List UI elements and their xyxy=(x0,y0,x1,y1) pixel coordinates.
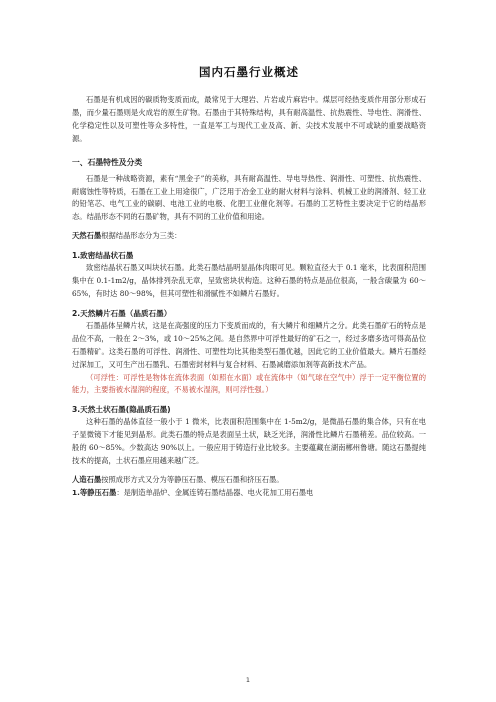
isostatic-graphite-lead: 1.等静压石墨 xyxy=(72,487,117,497)
natural-graphite-lead: 天然石墨 xyxy=(72,231,102,241)
intro-paragraph: 石墨是有机成因的碳质物变质而成，最常见于大理岩、片岩或片麻岩中。煤层可经热变质作用部分形成石墨，而少量石墨则是火成岩的原生矿物。石墨由于其特殊结构，具有耐高温性、抗热震性、导电性、润滑性、化学稳定性以及可塑性等众多特性，一直是军工与现代工业及高、新、尖技术发展中不可或缺的重要战略资源。 xyxy=(72,95,426,143)
subsection-paragraph-1: 致密结晶状石墨又叫块状石墨。此类石墨结晶明显晶体肉眼可见。颗粒直径大于 0.1 毫米，比表面积范围集中在 0.1-1m2/g，晶体排列杂乱无章，呈致密块状构造。这种石墨的特点是品位很高，一般含碳量为 60～65%，有时达 80～98%，但其可塑性和滑腻性不如鳞片石墨好。 xyxy=(72,263,426,298)
page-number: 1 xyxy=(245,676,251,684)
subsection-heading-2: 2.天然鳞片石墨（晶质石墨） xyxy=(72,308,172,318)
section-paragraph: 石墨是一种战略资源，素有“黑金子”的美称，具有耐高温性、导电导热性、润滑性、可塑性、抗热震性、耐腐蚀性等特质，石墨在工业上用途很广，广泛用于冶金工业的耐火材料与涂料、机械工业的润滑剂、轻工业的铅笔芯、电气工业的碳刷、电池工业的电极、化肥工业催化剂等。石墨的工艺特性主要决定于它的结晶形态。结晶形态不同的石墨矿物，具有不同的工业价值和用途。 xyxy=(72,173,426,222)
page-title: 国内石墨行业概述 xyxy=(199,65,299,79)
subsection-heading-1: 1.致密结晶状石墨 xyxy=(72,251,134,261)
subsection-paragraph-2: 石墨晶体呈鳞片状，这是在高强度的压力下变质而成的，有大鳞片和细鳞片之分。此类石墨矿石的特点是品位不高，一般在 2～3%，或 10～25%之间。是自然界中可浮性最好的矿石之一，经过多磨多选可得高品位石墨精矿。这类石墨的可浮性、润滑性、可塑性均比其他类型石墨优越，因此它的工业价值最大。鳞片石墨经过深加工，又可生产出石墨乳、石墨密封材料与复合材料、石墨减磨添加剂等高新技术产品。 xyxy=(72,320,426,369)
artificial-graphite-line xyxy=(72,474,426,487)
isostatic-graphite-rest: ：是制造单晶炉、金属连铸石墨结晶器、电火花加工用石墨电 xyxy=(116,487,314,497)
subsection-paragraph-3: 这种石墨的晶体直径一般小于 1 微米，比表面积范围集中在 1-5m2/g，是微晶石墨的集合体，只有在电子显微镜下才能见到晶形。此类石墨的特点是表面呈土状，缺乏光泽，润滑性比鳞片石墨稍差。品位较高。一般的 60～85%。少数高达 90%以上。一般应用于铸造行业比较多。主要蕴藏在湖南郴州鲁塘。随这石墨提纯技术的提高，土状石墨应用越来越广泛。 xyxy=(72,417,426,466)
natural-graphite-rest: 根据结晶形态分为三类： xyxy=(101,231,182,241)
subsection-heading-3: 3.天然土状石墨(隐晶质石墨) xyxy=(72,405,171,415)
artificial-graphite-lead: 人造石墨 xyxy=(72,474,102,484)
section-heading: 一、石墨特性及分类 xyxy=(72,157,143,167)
document-body xyxy=(72,64,426,500)
natural-graphite-line xyxy=(72,230,426,243)
floatability-note: （可浮性：可浮性是物体在流体表面（如照在水面）或在流体中（如气球在空气中）浮于一定平衡位置的能力，主要指被水湿润的程度，不易被水湿润，则可浮性强。） xyxy=(72,372,426,395)
isostatic-graphite-line xyxy=(72,487,426,500)
artificial-graphite-rest: 按照成形方式又分为等静压石墨、模压石墨和挤压石墨。 xyxy=(101,474,284,484)
